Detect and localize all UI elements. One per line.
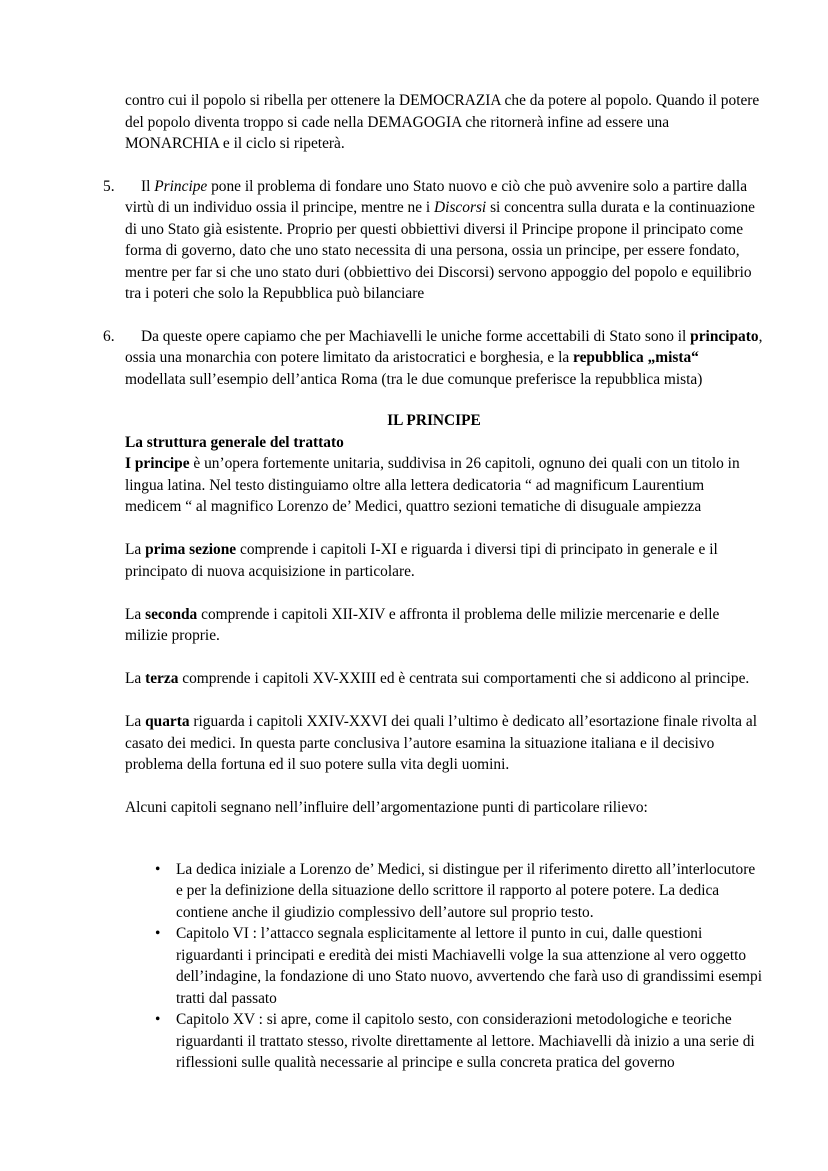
text-run: riguarda i capitoli XXIV-XXVI dei quali l’ultimo è dedicato all’esortazione finale rivolta al casato dei medici. In questa parte conclusiva l’autore esamina la situazione italiana e il decisivo problema della fortuna ed il suo potere sulla vita degli uomini.: [125, 713, 757, 773]
emphasis-italic: Principe: [154, 177, 208, 195]
emphasis-bold: seconda: [145, 605, 198, 623]
bullet-capitolo-vi: [155, 923, 763, 1009]
emphasis-italic: Discorsi: [434, 199, 487, 216]
text-run: si concentra sulla durata e la continuazione di uno Stato già esistente. Proprio per questi obbiettivi diversi il Principe propone il principato come forma di governo, dato che uno stato necessita di una persona, ossia un principe, per essere fondato, mentre per far si che uno stato duri (obbiettivo dei Discorsi) servono appoggio del popolo e equilibrio tra i poteri che solo la Repubblica può bilanciare: [125, 199, 756, 302]
list-marker: 5.: [103, 177, 115, 195]
text-run: è un’opera fortemente unitaria, suddivisa in 26 capitoli, ognuno dei quali con un titolo in lingua latina. Nel testo distinguiamo oltre alla lettera dedicatoria “ ad magnificum Laurentium medicem “ al magnifico Lorenzo de’ Medici, quattro sezioni tematiche di disuguale ampiezza: [125, 455, 740, 515]
section-heading: La struttura generale del trattato: [125, 433, 344, 451]
terza-sezione-paragraph: [125, 668, 763, 690]
bullet-item-text: Capitolo XV : si apre, come il capitolo sesto, con considerazioni metodologiche e teoriche riguardanti il trattato stesso, rivolte direttamente al lettore. Machiavelli dà inizio a una serie di riflessioni sulle qualità necessarie al principe e sulla concreta pratica del governo: [176, 1011, 755, 1071]
page-content: [103, 90, 763, 1074]
text-run: La: [125, 605, 146, 623]
text-run: modellata sull’esempio dell’antica Roma (tra le due comunque preferisce la repubblica mista): [125, 370, 703, 388]
bullet-marker-icon: •: [155, 1011, 161, 1028]
continuation-paragraph: contro cui il popolo si ribella per ottenere la DEMOCRAZIA che da potere al popolo. Quando il potere del popolo diventa troppo si cade nella DEMAGOGIA che ritornerà infine ad essere una MONARCHIA e il ciclo si ripeterà.: [125, 92, 760, 152]
numbered-item-text: [125, 178, 755, 303]
text-run: La: [125, 670, 146, 687]
text-run: comprende i capitoli XII-XIV e affronta il problema delle milizie mercenarie e delle milizie proprie.: [125, 605, 720, 644]
numbered-list: [103, 176, 763, 391]
bullet-capitolo-xv: [155, 1009, 763, 1074]
body-paragraphs: [103, 453, 763, 819]
bullet-item-text: La dedica iniziale a Lorenzo de’ Medici, si distingue per il riferimento diretto all’interlocutore e per la definizione della situazione dello scrittore il rapporto al potere potere. La dedica contiene anche il giudizio complessivo dell’autore sul proprio testo.: [176, 860, 756, 921]
seconda-sezione-paragraph: [125, 604, 763, 647]
emphasis-bold: terza: [145, 670, 179, 687]
text-run: Il: [141, 177, 155, 195]
text-run: pone il problema di fondare uno Stato nuovo e ciò che può avvenire solo a partire dalla virtù di un individuo ossia il principe, mentre ne i: [125, 177, 748, 216]
text-run: , ossia una monarchia con potere limitato da aristocratici e borghesia, e la: [125, 327, 763, 366]
bullet-marker-icon: •: [155, 925, 161, 942]
emphasis-bold: principato: [690, 327, 759, 345]
numbered-item-text: [125, 328, 762, 388]
bullet-dedica: [155, 859, 763, 924]
emphasis-bold: prima sezione: [145, 541, 237, 558]
bullet-marker-icon: •: [155, 860, 161, 878]
text-run: La: [125, 713, 146, 730]
prima-sezione-paragraph: [125, 539, 763, 582]
text-run: comprende i capitoli I-XI e riguarda i diversi tipi di principato in generale e il principato di nuova acquisizione in particolare.: [125, 541, 718, 580]
text-run: comprende i capitoli XV-XXIII ed è centrata sui comportamenti che si addicono al principe.: [178, 670, 750, 687]
emphasis-bold: I principe: [125, 455, 190, 472]
text-run: Alcuni capitoli segnano nell’influire dell’argomentazione punti di particolare rilievo:: [125, 799, 648, 816]
bullet-list: [155, 859, 763, 1074]
bullet-item-text: Capitolo VI : l’attacco segnala esplicitamente al lettore il punto in cui, dalle questioni riguardanti i principati e eredità dei misti Machiavelli volge la sua attenzione al vero oggetto dell’indagine, la fondazione di uno Stato nuovo, avvertendo che farà uso di grandissimi esempi tratti dal passato: [176, 925, 762, 1007]
list-marker: 6.: [103, 327, 115, 345]
work-title: IL PRINCIPE: [387, 412, 481, 429]
emphasis-bold: repubblica „mista“: [573, 349, 699, 366]
text-run: La: [125, 541, 146, 558]
numbered-list-item: [103, 326, 763, 391]
emphasis-bold: quarta: [145, 713, 190, 730]
bullet-intro-paragraph: [125, 797, 763, 819]
quarta-sezione-paragraph: [125, 711, 763, 776]
text-run: Da queste opere capiamo che per Machiavelli le uniche forme accettabili di Stato sono il: [141, 327, 691, 345]
intro-paragraph: [125, 453, 763, 518]
numbered-list-item: [103, 176, 763, 305]
